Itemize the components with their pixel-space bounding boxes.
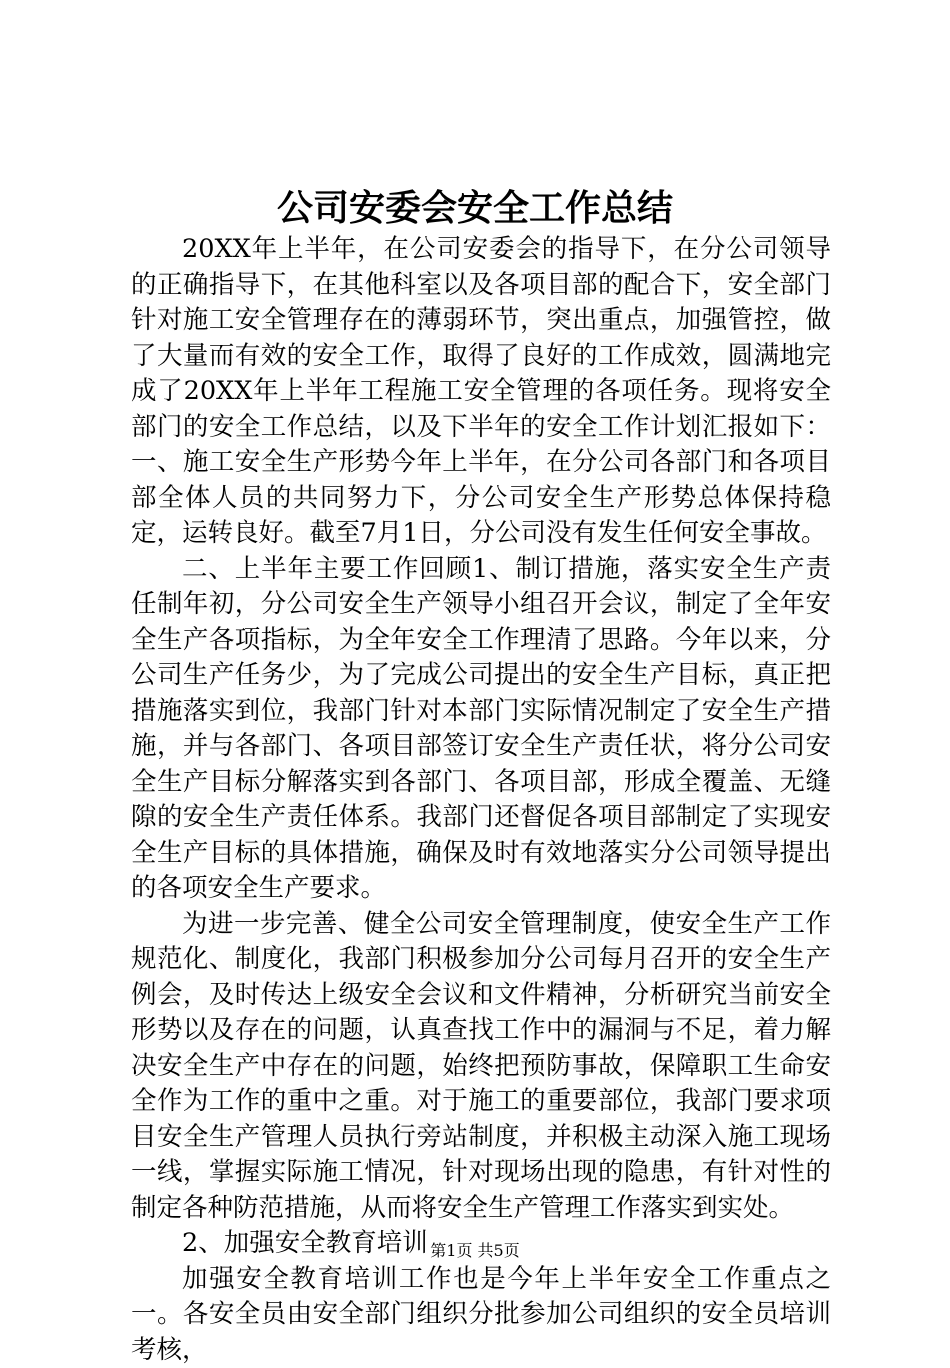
section-heading-training: 2、加强安全教育培训 [131,1226,831,1262]
paragraph-intro: 20XX年上半年，在公司安委会的指导下，在分公司领导的正确指导下，在其他科室以及各项目部的配合下，安全部门针对施工安全管理存在的薄弱环节，突出重点，加强管控，做了大量而有效的安全工作，取得了良好的工作成效，圆满地完成了20XX年上半年工程施工安全管理的各项任务。现将安全部门的安全工作总结，以及下半年的安全工作计划汇报如下：一、施工安全生产形势今年上半年，在分公司各部门和各项目部全体人员的共同努力下，分公司安全生产形势总体保持稳定，运转良好。截至7月1日，分公司没有发生任何安全事故。 [131,232,831,552]
document-body [131,232,831,1368]
page-footer: 第1页 共5页 [0,1240,950,1262]
paragraph-training: 加强安全教育培训工作也是今年上半年安全工作重点之一。各安全员由安全部门组织分批参加公司组织的安全员培训考核， [131,1262,831,1368]
document-title: 公司安委会安全工作总结 [0,184,950,232]
paragraph-management-system: 为进一步完善、健全公司安全管理制度，使安全生产工作规范化、制度化，我部门积极参加分公司每月召开的安全生产例会，及时传达上级安全会议和文件精神，分析研究当前安全形势以及存在的问题，认真查找工作中的漏洞与不足，着力解决安全生产中存在的问题，始终把预防事故，保障职工生命安全作为工作的重中之重。对于施工的重要部位，我部门要求项目安全生产管理人员执行旁站制度，并积极主动深入施工现场一线，掌握实际施工情况，针对现场出现的隐患，有针对性的制定各种防范措施，从而将安全生产管理工作落实到实处。 [131,907,831,1227]
paragraph-work-review: 二、上半年主要工作回顾1、制订措施，落实安全生产责任制年初，分公司安全生产领导小组召开会议，制定了全年安全生产各项指标，为全年安全工作理清了思路。今年以来，分公司生产任务少，为了完成公司提出的安全生产目标，真正把措施落实到位，我部门针对本部门实际情况制定了安全生产措施，并与各部门、各项目部签订安全生产责任状，将分公司安全生产目标分解落实到各部门、各项目部，形成全覆盖、无缝隙的安全生产责任体系。我部门还督促各项目部制定了实现安全生产目标的具体措施，确保及时有效地落实分公司领导提出的各项安全生产要求。 [131,552,831,907]
